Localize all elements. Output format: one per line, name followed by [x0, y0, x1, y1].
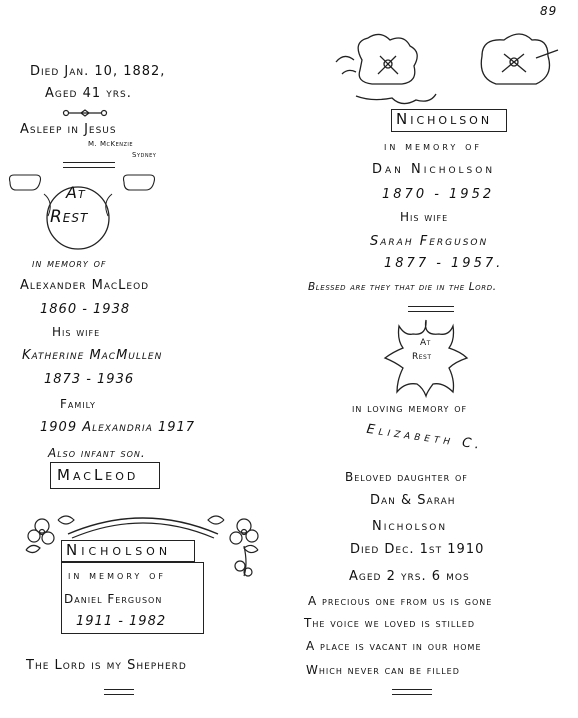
right-nicholson-surname: Nicholson [372, 519, 448, 534]
bottom-double-rule-right [392, 689, 432, 695]
elizabeth-arched-name: Elizabeth C. [365, 421, 485, 454]
nicholson-banner-text: Nicholson [66, 541, 172, 559]
page-number: 89 [540, 4, 558, 18]
star-rest-label: Rest [412, 352, 432, 362]
dan-sarah-line: Dan & Sarah [370, 493, 456, 508]
verse-line-3: A place is vacant in our home [306, 639, 482, 653]
katherine-years: 1873 - 1936 [44, 372, 135, 387]
alexander-years: 1860 - 1938 [40, 302, 131, 317]
circle-word-at: At [66, 183, 86, 202]
plaque-daniel-ferguson: Daniel Ferguson [64, 592, 163, 606]
asleep-in-jesus-line: Asleep in Jesus [20, 122, 117, 137]
aged-line: Aged 41 yrs. [45, 86, 132, 101]
katherine-macmullen-name: Katherine MacMullen [22, 348, 163, 363]
pansy-ornament-icon [332, 26, 572, 110]
died-date-line: Died Jan. 10, 1882, [30, 64, 166, 79]
lord-is-my-shepherd-line: The Lord is my Shepherd [26, 658, 187, 673]
plaque-years: 1911 - 1982 [76, 614, 167, 629]
sarah-ferguson-name: Sarah Ferguson [370, 234, 489, 249]
right-in-memory-of: in memory of [384, 139, 482, 153]
verse-line-4: Which never can be filled [306, 663, 460, 677]
at-rest-wreath-icon [8, 172, 173, 262]
his-wife-label: His wife [52, 325, 101, 339]
alexander-macleod-name: Alexander MacLeod [20, 278, 150, 293]
in-memory-of-label: in memory of [32, 256, 107, 270]
double-rule-divider [63, 162, 115, 168]
right-his-wife: His wife [400, 210, 449, 224]
dan-years: 1870 - 1952 [382, 187, 495, 202]
ornament-divider-icon [63, 109, 107, 117]
in-loving-memory-line: in loving memory of [352, 401, 468, 415]
verse-line-1: A precious one from us is gone [308, 594, 493, 608]
died-dec-line: Died Dec. 1st 1910 [350, 542, 485, 557]
sarah-years: 1877 - 1957. [384, 256, 504, 271]
dan-nicholson-name: Dan Nicholson [372, 162, 496, 177]
circle-word-rest: Rest [50, 207, 89, 227]
right-double-rule-top [408, 306, 454, 312]
mason-place: Sydney [132, 151, 157, 159]
macleod-surname: MacLeod [57, 466, 139, 484]
mason-name: M. McKenzie [88, 140, 134, 148]
blessed-line: Blessed are they that die in the Lord. [308, 281, 497, 293]
family-label: Family [60, 397, 96, 411]
nicholson-title: Nicholson [396, 110, 493, 128]
aged-2-yrs-line: Aged 2 yrs. 6 mos [349, 569, 470, 584]
bottom-double-rule-left [104, 689, 134, 695]
plaque-in-memory-of: in memory of [68, 568, 166, 582]
beloved-daughter-line: Beloved daughter of [345, 470, 468, 484]
infant-son-line: Also infant son. [48, 446, 146, 460]
star-at-label: At [420, 338, 431, 348]
family-line: 1909 Alexandria 1917 [40, 420, 196, 435]
verse-line-2: The voice we loved is stilled [304, 616, 475, 630]
